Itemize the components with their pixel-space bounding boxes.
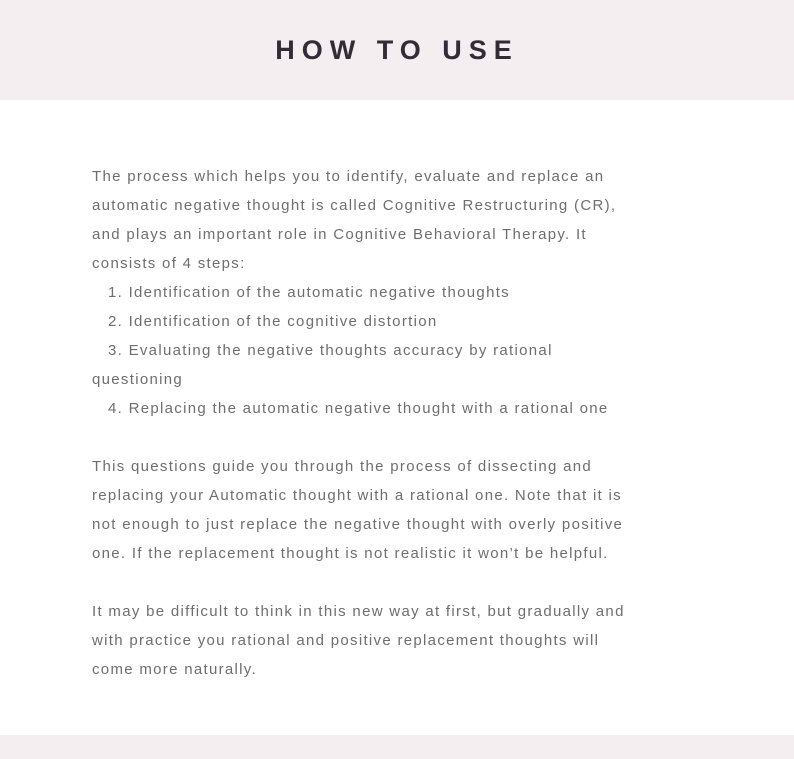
list-item-step-1: 1. Identification of the automatic negative thoughts — [108, 284, 510, 301]
document-body — [0, 100, 730, 684]
list-item-step-3: 3. Evaluating the negative thoughts accuracy by rational questioning — [92, 342, 553, 388]
page-title: HOW TO USE — [275, 34, 519, 65]
footer-band — [0, 735, 794, 759]
list-item-step-4: 4. Replacing the automatic negative thought with a rational one — [108, 400, 609, 417]
guide-paragraph: This questions guide you through the process of dissecting and replacing your Automatic thought with a rational one. Note that it is not enough to just replace the negative thought with overly positive one. If the replacement thought is not realistic it won’t be helpful. — [92, 458, 624, 562]
intro-paragraph: The process which helps you to identify, evaluate and replace an automatic negative thought is called Cognitive Restructuring (CR), and plays an important role in Cognitive Behavioral Therapy. It consists of 4 steps: — [92, 168, 617, 272]
header-band — [0, 0, 794, 100]
practice-paragraph: It may be difficult to think in this new way at first, but gradually and with practice you rational and positive replacement thoughts will come more naturally. — [92, 603, 625, 678]
steps-list — [92, 278, 638, 423]
list-item-step-2: 2. Identification of the cognitive distortion — [108, 313, 438, 330]
